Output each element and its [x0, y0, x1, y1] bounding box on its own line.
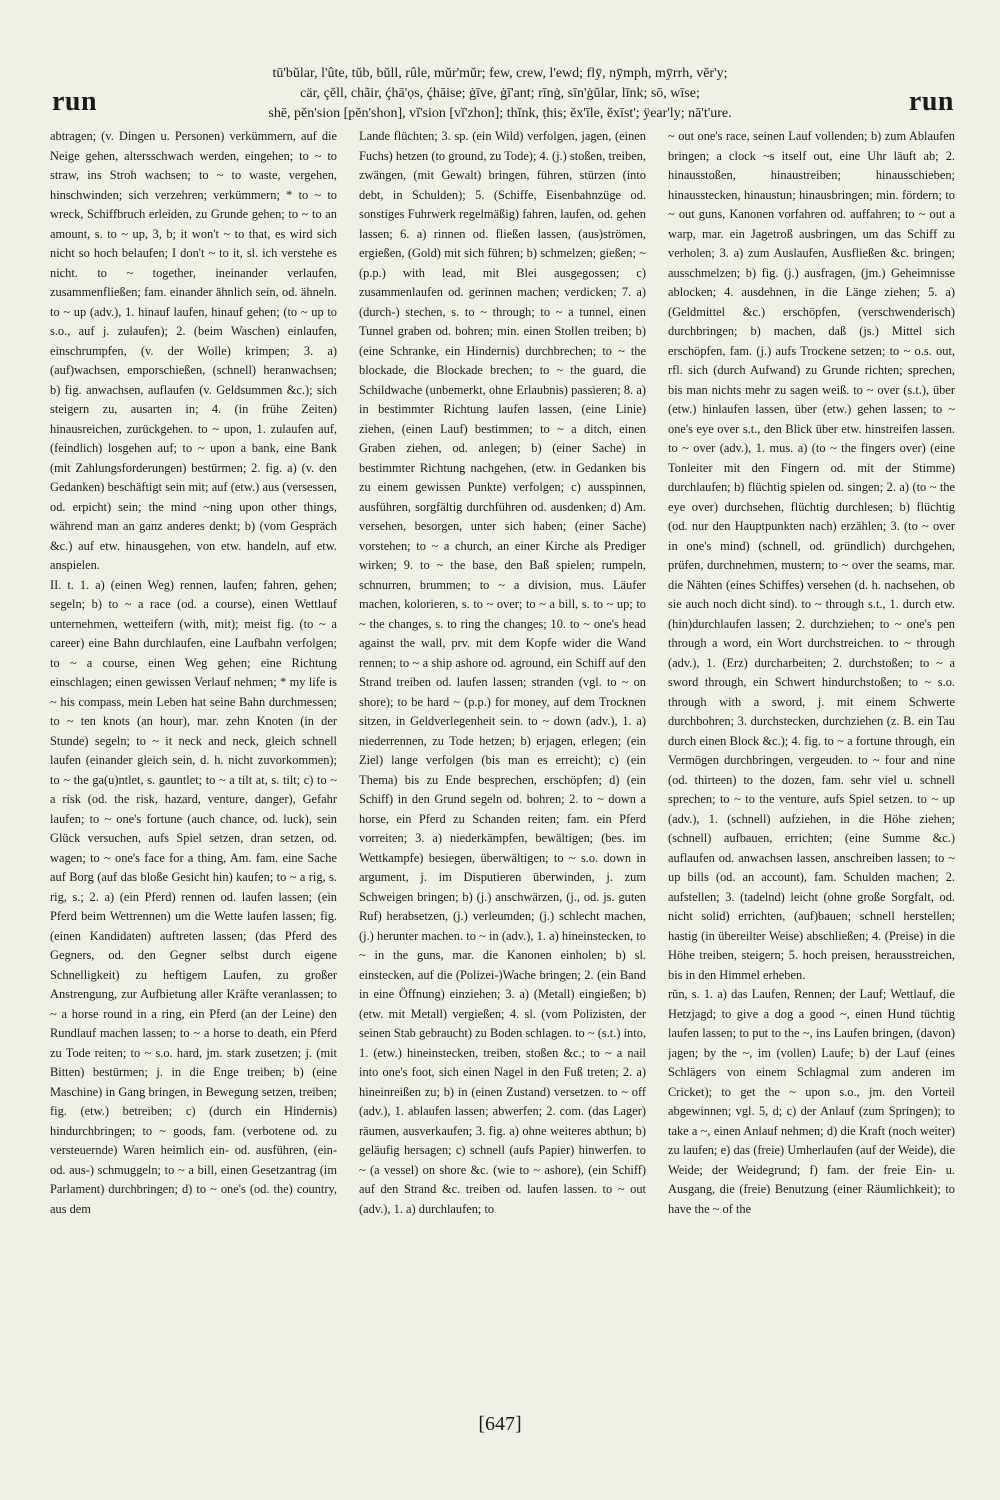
guide-word-right: run — [908, 86, 954, 117]
column-right-text: ~ out one's race, seinen Lauf vollenden; b) zum Ablaufen bringen; a clock ~s itself out, eine Uhr läuft ab; 2. hinausstoßen, hinaustreiben; hinausschieben; hinausstecken, hinaustun; hinausbringen; min. fördern; to ~ out guns, Kanonen vorfahren od. auffahren; to ~ out a warp, mar. ein Jagetroß ausbringen, um das Schiff zu verholen; 3. a) zum Auslaufen, Ausfließen &c. bringen; ausschmelzen; b) fig. (j.) ausfragen, (jm.) Geheimnisse ablocken; 4. ausdehnen, in die Länge ziehen; 5. a) (Geldmittel &c.) erschöpfen, (verschwenderisch) durchbringen; b) machen, daß (js.) Mittel sich erschöpfen, fam. (j.) aufs Trockene setzen; to ~ o.s. out, rfl. sich (durch Aufwand) zu Grunde richten; sprechen, bis man nichts mehr zu sagen weiß. to ~ over (s.t.), über (etw.) hinlaufen lassen, über (etw.) gehen lassen; to ~ one's eye over s.t., den Blick über etw. hinstreifen lassen. to ~ over (adv.), 1. mus. a) (to ~ the fingers over) (eine Tonleiter mit den Fingern od. mit der Stimme) durchlaufen; b) flüchtig spielen od. singen; 2. a) (to ~ the eye over) durchsehen, flüchtig durchlesen; b) flüchtig (od. nur den Hauptpunkten nach) erzählen; 3. (to ~ over in one's mind) (schnell, od. gründlich) durchgehen, prüfen, durchnehmen, mustern; to ~ over the seams, mar. die Nähten (eines Schiffes) versehen (d. h. nachsehen, ob sie auch noch dicht sind). to ~ through s.t., 1. durch etw. (hin)durchlaufen lassen; 2. durchziehen; to ~ one's pen through a word, ein Wort durchstreichen. to ~ through (adv.), 1. (Erz) durcharbeiten; 2. durchstoßen; to ~ a sword through, ein Schwert hindurchstoßen; to ~ s.o. through with a sword, j. mit einem Schwerte durchbohren; 3. durchstecken, durchziehen (z. B. ein Tau durch einen Block &c.); 4. fig. to ~ a fortune through, ein Vermögen durchbringen, vergeuden. to ~ four and nine (od. thirteen) to the dozen, fam. sehr viel u. schnell sprechen; to ~ to the venture, aufs Spiel setzen. to ~ up (adv.), 1. (schnell) aufziehen, in die Höhe ziehen; (schnell) aufbauen, errichten; (eine Summe &c.) auflaufen od. anwachsen lassen, anschreiben lassen; to ~ up bills (od. an account), fam. Schulden machen; 2. aufstellen; 3. (tadelnd) leicht (ohne große Sorgfalt, od. nicht solid) errichten, (auf)bauen; schnell herstellen; hastig (in übereilter Weise) abschließen; 4. (Preise) in die Höhe treiben, steigern; 5. hoch preisen, herausstreichen, bis in den Himmel erheben. — [668, 129, 955, 982]
column-left-text: abtragen; (v. Dingen u. Personen) verkümmern, auf die Neige gehen, altersschwach werden, eingehen; to ~ to straw, ins Stroh wachsen; to ~ to waste, vergehen, hinschwinden; sich verzehren; verkümmern; * to ~ to wreck, Schiffbruch erleiden, zu Grunde gehen; to ~ to an amount, s. to ~ up, 3, b; it won't ~ to that, es wird sich nicht so hoch belaufen; I don't ~ to it, sl. ich verstehe es nicht. to ~ together, ineinander verlaufen, zusammenfließen; fam. einander ähnlich sein, od. ähneln. to ~ up (adv.), 1. hinauf laufen, hinauf gehen; (to ~ up to s.o., auf j. zulaufen); 2. (beim Waschen) einlaufen, einschrumpfen, (v. der Wolle) krimpen; 3. a) (auf)wachsen, emporschießen, (schnell) heranwachsen; b) fig. anwachsen, auflaufen (v. Geldsummen &c.); sich steigern zu, ausarten in; 4. (in frühe Zeiten) hinausreichen, zurückgehen. to ~ upon, 1. zulaufen auf, (feindlich) losgehen auf; to ~ upon a bank, eine Bank (mit Zahlungsforderungen) bestürmen; 2. fig. a) (v. den Gedanken) beschäftigt sein mit; auf (etw.) aus (versessen, od. erpicht) sein; the mind ~ning upon other things, während man an ganz anderes denkt; b) (vom Gespräch &c.) auf etw. hinausgehen, von etw. handeln, auf etw. anspielen. — [50, 129, 337, 572]
column-right — [668, 127, 955, 1407]
pronunciation-key-line-2: cär, çĕll, chãir, ḉhā'ọs, ḉhāise; ġīve, ġī'ant; rīnġ, sīn'ġŭlar, līnk; sō, wīse; — [300, 86, 700, 101]
page-number: [647] — [478, 1413, 522, 1435]
guide-word-left: run — [52, 86, 98, 117]
text-columns — [50, 127, 955, 1407]
column-right-noun-entry: rŭn, s. 1. a) das Laufen, Rennen; der Lauf; Wettlauf, die Hetzjagd; to give a dog a good ~, einen Hund tüchtig laufen lassen; to put to the ~, ins Laufen bringen, (davon) jagen; by the ~, im (vollen) Laufe; b) der Lauf (eines Schlägers von einem Schlagmal zum anderen im Cricket); to get the ~ upon s.o., jm. den Vorteil abgewinnen; vgl. 5, d; c) der Anlauf (zum Springen); to take a ~, einen Anlauf nehmen; d) die Kraft (noch weiter) zu laufen; e) das (freie) Umherlaufen (auf der Weide), die Weide; der Weidegrund; f) fam. der freie Ein- u. Ausgang, die (freie) Benutzung (einer Räumlichkeit); to have the ~ of the — [668, 987, 955, 1216]
column-left-section-ii: II. t. 1. a) (einen Weg) rennen, laufen; fahren, gehen; segeln; b) to ~ a race (od. a course), einen Wettlauf unternehmen, wetteifern (with, mit); meist fig. (to ~ a career) eine Bahn durchlaufen, eine Laufbahn verfolgen; to ~ a course, einen Weg gehen; eine Richtung einschlagen; einen gewissen Verlauf nehmen; * my life is ~ his compass, mein Leben hat seine Bahn durchmessen; to ~ ten knots (an hour), mar. zehn Knoten (in der Stunde) segeln; to ~ it neck and neck, gleich schnell laufen (einander gleich sein, d. h. nicht zuvorkommen); to ~ the ga(u)ntlet, s. gauntlet; to ~ a tilt at, s. tilt; c) to ~ a risk (od. the risk, hazard, venture, danger), Gefahr laufen; to ~ one's fortune (auch chance, od. luck), sein Glück versuchen, aufs Spiel setzen, dran setzen, od. wagen; to ~ one's face for a thing, Am. fam. eine Sache auf Borg (auf das bloße Gesicht hin) kaufen; to ~ a rig, s. rig, s.; 2. a) (ein Pferd) rennen od. laufen lassen; (ein Pferd beim Wettrennen) um die Wette laufen lassen; fig. (einen Kandidaten) auftreten lassen; (das Pferd des Gegners, od. den Gegner selbst durch eigene Schnelligkeit) zu heftigem Laufen, zu großer Anstrengung, zur Aufbietung aller Kräfte veranlassen; to ~ a horse round in a ring, ein Pferd (an der Leine) den Rundlauf machen lassen; to ~ a horse to death, ein Pferd zu Tode reiten; to ~ s.o. hard, jm. stark zusetzen; j. (mit Bitten) bestürmen; j. in die Enge treiben; b) (eine Maschine) in Gang bringen, in Bewegung setzen, treiben; fig. (etw.) betreiben; c) (durch ein Hindernis) hindurchbringen; to ~ goods, fam. (verbotene od. zu versteuernde) Waren heimlich ein- od. ausführen, (ein- od. aus-) schmuggeln; to ~ a bill, einen Gesetzantrag (im Parlament) durchbringen; d) to ~ one's (od. the) country, aus dem — [50, 577, 337, 1216]
pronunciation-key-line-1: tū'bŭlar, l'ûte, tŭb, bŭll, rûle, mŭr'mŭr; few, crew, l'ewd; flȳ, nȳmph, mȳrrh, vĕr'y; — [272, 66, 728, 81]
column-middle — [359, 127, 646, 1407]
column-middle-text: Lande flüchten; 3. sp. (ein Wild) verfolgen, jagen, (einen Fuchs) hetzen (to ground, zu Tode); 4. (j.) stoßen, treiben, zwängen, (mit Gewalt) bringen, führen, stürzen (into debt, in Schulden); 5. (Schiffe, Eisenbahnzüge od. sonstiges Fuhrwerk regelmäßig) fahren, laufen, od. gehen lassen; 6. a) rinnen od. fließen lassen, (aus)strömen, ergießen, (Gold) mit sich führen; b) schmelzen; gießen; ~ (p.p.) with lead, mit Blei ausgegossen; c) zusammenlaufen od. gerinnen machen; verdicken; 7. a) (durch-) stechen, s. to ~ through; to ~ a tunnel, einen Tunnel graben od. bohren; min. einen Stollen treiben; b) (eine Schranke, ein Hindernis) durchbrechen; to ~ the blockade, die Blockade brechen; to ~ the guard, die Schildwache (unbemerkt, ohne Erlaubnis) passieren; 8. a) in bestimmter Richtung laufen lassen, (eine Linie) ziehen, (einen Lauf) bestimmen; to ~ a ditch, einen Graben ziehen, od. anlegen; b) (einer Sache) in bestimmter Richtung nachgehen, (etw. in Gedanken bis zu einem gewissen Punkte) verfolgen; c) ausspinnen, ausführen, sorgfältig durchführen od. ausdenken; d) Am. versehen, besorgen, unter sich haben; (einer Sache) vorstehen; to ~ a church, an einer Kirche als Prediger wirken; 9. to ~ the base, den Baß spielen; rumpeln, schnurren, brummen; to ~ a division, mus. Läufer machen, kolorieren, s. to ~ over; to ~ a bill, s. to ~ up; to ~ the changes, s. to ring the changes; 10. to ~ one's head against the wall, prv. mit dem Kopfe wider die Wand rennen; to ~ a ship ashore od. aground, ein Schiff auf den Strand treiben od. laufen lassen; stranden (vgl. to ~ on shore); to be hard ~ (p.p.) for money, auf dem Trocknen sitzen, in Geldverlegenheit sein. to ~ down (adv.), 1. a) niederrennen, zu Tode hetzen; b) erjagen, erlegen; (ein Ziel) lange verfolgen (bis man es erreicht); c) (ein Thema) bis zu Ende besprechen, erschöpfen; d) (ein Schiff) in den Grund segeln od. bohren; 2. to ~ down a horse, ein Pferd zu Schanden reiten; fam. ein Pferd vorreiten; 3. a) niederkämpfen, bewältigen; (bes. im Wettkampfe) besiegen, überwältigen; to ~ s.o. down in argument, j. im Disputieren überwinden, j. zum Schweigen bringen; b) (j.) anschwärzen, (j., od. js. guten Ruf) herabsetzen, (j.) verleumden; (j.) schlecht machen, (j.) herunter machen. to ~ in (adv.), 1. a) hineinstecken, to ~ in the guns, mar. die Kanonen einholen; b) sl. einstecken, auf die (Polizei-)Wache bringen; 2. (ein Band in eine Öffnung) einziehen; 3. a) (Metall) eingießen; b) (etw. mit Metall) vergießen; 4. sl. (vom Polizisten, der seinen Stab gebraucht) zu Boden schlagen. to ~ (s.t.) into, 1. (etw.) hineinstecken, treiben, stoßen &c.; to ~ a nail into one's foot, sich einen Nagel in den Fuß treten; 2. a) hineinreißen zu; b) in (einen Zustand) versetzen. to ~ off (adv.), 1. ablaufen lassen; abwerfen; 2. com. (das Lager) räumen, ausverkaufen; 3. fig. a) ohne weiteres abthun; b) geläufig hersagen; c) schnell (aufs Papier) hinwerfen. to ~ (a vessel) on shore &c. (wie to ~ ashore), (ein Schiff) auf den Strand &c. treiben od. laufen lassen. to ~ out (adv.), 1. a) durchlaufen; to — [359, 129, 646, 1216]
column-left — [50, 127, 337, 1407]
pronunciation-key-line-3: shē, pĕn'sion [pĕn'shon], vĭ'sion [vĭ'zhon]; thĭnk, ṭhis; ĕx'īle, ĕxīst'; ÿear'ly; nā't'ure. — [268, 106, 732, 121]
